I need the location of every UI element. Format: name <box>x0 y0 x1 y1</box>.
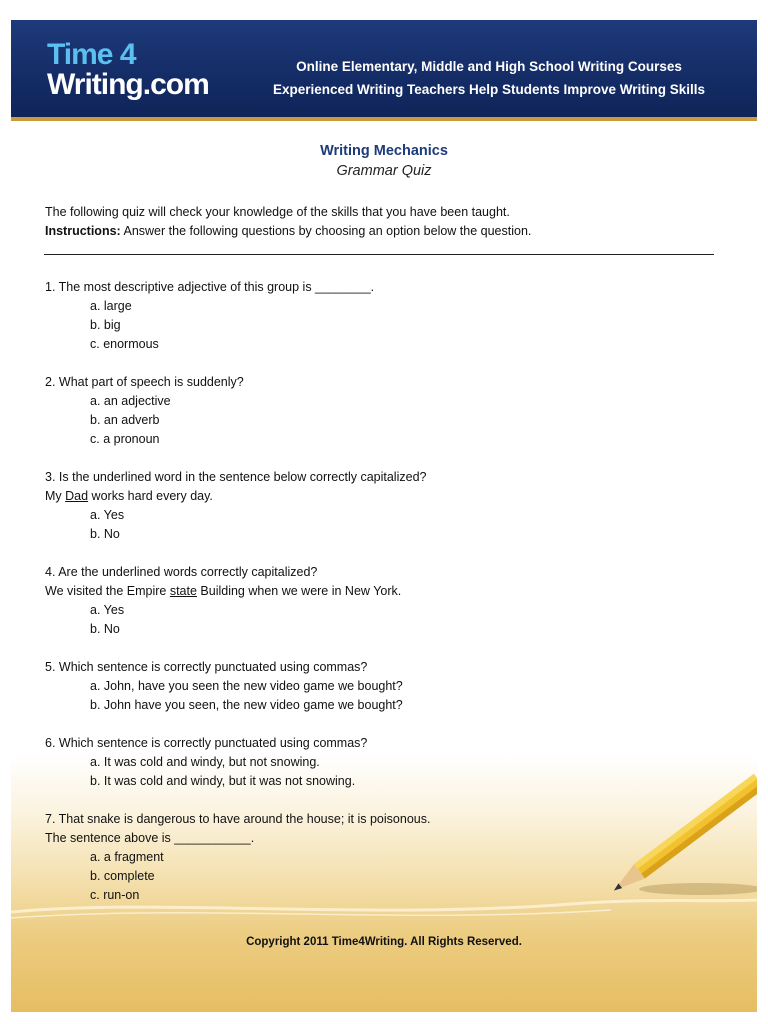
sentence-after: works hard every day. <box>88 489 213 503</box>
question-text: 1. The most descriptive adjective of this group is ________. <box>45 280 375 294</box>
option-a: a. an adjective <box>90 394 171 408</box>
question-5 <box>45 658 725 715</box>
sentence-before: We visited the Empire <box>45 584 170 598</box>
title-block <box>11 142 757 182</box>
question-text: 7. That snake is dangerous to have around the house; it is poisonous. <box>45 812 431 826</box>
option-a: a. It was cold and windy, but not snowing. <box>90 755 320 769</box>
option-b: b. No <box>90 527 120 541</box>
logo-line-2: Writing.com <box>47 68 209 101</box>
question-text: 4. Are the underlined words correctly capitalized? <box>45 565 318 579</box>
copyright-notice: Copyright 2011 Time4Writing. All Rights Reserved. <box>246 936 522 948</box>
instructions-label: Instructions: <box>45 224 121 238</box>
quiz-page <box>11 20 757 1012</box>
option-a: a. Yes <box>90 508 125 522</box>
question-line-2: The sentence above is ___________. <box>45 831 255 845</box>
question-sentence <box>45 582 725 601</box>
option-a: a. large <box>90 299 132 313</box>
tagline-line-2: Experienced Writing Teachers Help Students Improve Writing Skills <box>272 82 706 97</box>
option-a: a. a fragment <box>90 850 164 864</box>
tagline <box>251 55 727 101</box>
option-a: a. Yes <box>90 603 125 617</box>
sentence-after: Building when we were in New York. <box>196 584 402 598</box>
question-text: 5. Which sentence is correctly punctuated using commas? <box>45 660 368 674</box>
instructions-line <box>45 222 531 241</box>
question-3 <box>45 468 725 544</box>
document-subtitle: Grammar Quiz <box>336 163 432 179</box>
question-text: 2. What part of speech is suddenly? <box>45 375 244 389</box>
document-title: Writing Mechanics <box>320 143 448 159</box>
question-text: 6. Which sentence is correctly punctuated using commas? <box>45 736 368 750</box>
option-b: b. an adverb <box>90 413 160 427</box>
option-b: b. It was cold and windy, but it was not snowing. <box>90 774 356 788</box>
option-b: b. big <box>90 318 121 332</box>
instructions-text: Answer the following questions by choosing an option below the question. <box>120 224 532 238</box>
site-logo[interactable] <box>47 40 209 100</box>
intro-text <box>45 203 531 241</box>
question-1 <box>45 278 725 354</box>
logo-line-1: Time 4 <box>47 38 136 71</box>
question-sentence <box>45 487 725 506</box>
option-a: a. John, have you seen the new video game we bought? <box>90 679 403 693</box>
question-4 <box>45 563 725 639</box>
pencil-icon <box>591 765 757 925</box>
underlined-word: Dad <box>65 489 89 503</box>
underlined-word: state <box>169 584 197 598</box>
sentence-before: My <box>45 489 66 503</box>
header-banner <box>11 20 757 121</box>
option-b: b. John have you seen, the new video game we bought? <box>90 698 403 712</box>
question-2 <box>45 373 725 449</box>
option-b: b. No <box>90 622 120 636</box>
option-c: c. a pronoun <box>90 432 160 446</box>
intro-line: The following quiz will check your knowledge of the skills that you have been taught. <box>45 205 510 219</box>
tagline-line-1: Online Elementary, Middle and High School Writing Courses <box>296 59 682 74</box>
option-c: c. enormous <box>90 337 159 351</box>
question-text: 3. Is the underlined word in the sentence below correctly capitalized? <box>45 470 427 484</box>
option-c: c. run-on <box>90 888 140 902</box>
divider-line <box>44 254 714 255</box>
option-b: b. complete <box>90 869 155 883</box>
